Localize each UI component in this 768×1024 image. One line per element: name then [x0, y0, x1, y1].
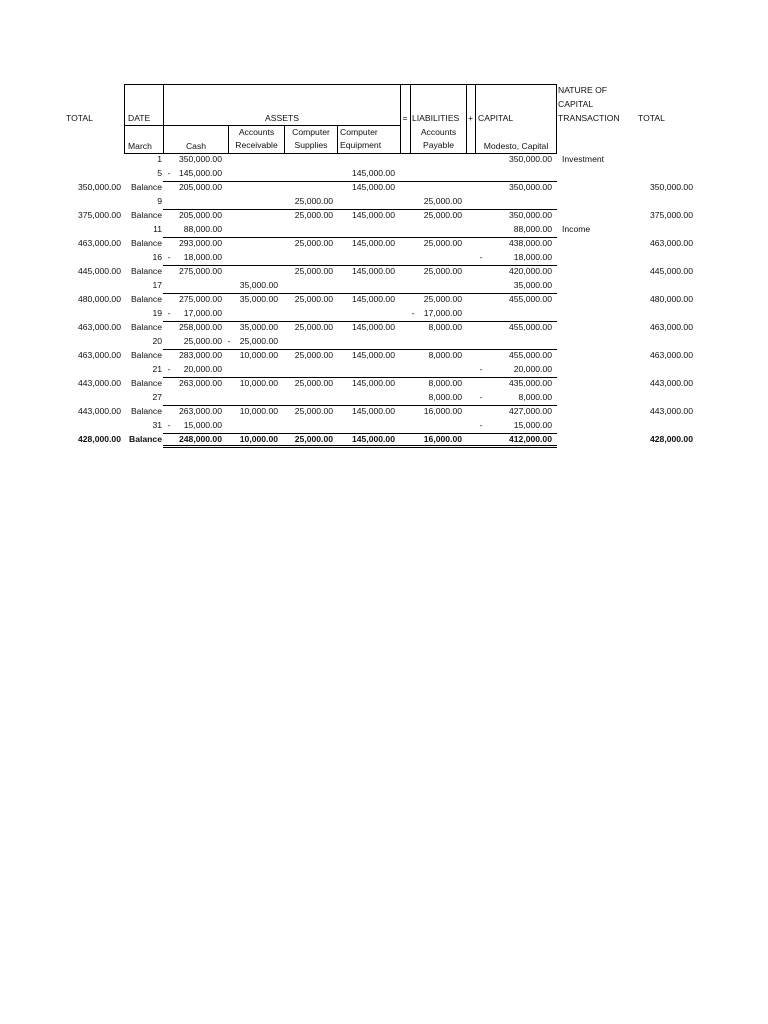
row-date: 9	[157, 196, 162, 206]
ar-amount: 10,000.00	[239, 434, 278, 444]
supplies-amount: 25,000.00	[294, 434, 333, 444]
total-left-header: TOTAL	[66, 113, 93, 123]
row-total-right: 350,000.00	[649, 182, 693, 192]
ap-amount: 25,000.00	[423, 210, 462, 220]
cash-sign: -	[167, 364, 171, 374]
header-divider	[556, 84, 557, 154]
plus-sign: +	[467, 113, 474, 123]
row-date: 31	[152, 420, 162, 430]
capital-amount: 427,000.00	[508, 406, 552, 416]
cash-amount: 17,000.00	[183, 308, 222, 318]
row-total: 443,000.00	[77, 406, 121, 416]
supplies-amount: 25,000.00	[294, 196, 333, 206]
cash-amount: 350,000.00	[178, 154, 222, 164]
nature-text: Income	[562, 224, 591, 234]
capital-amount: 15,000.00	[513, 420, 552, 430]
header-subrow-border	[124, 125, 400, 126]
cash-amount: 18,000.00	[183, 252, 222, 262]
supplies-amount: 25,000.00	[294, 210, 333, 220]
row-date: Balance	[130, 350, 162, 360]
row-total: 463,000.00	[77, 350, 121, 360]
ar-amount: 10,000.00	[239, 406, 278, 416]
ce-header-line2: Equipment	[340, 140, 382, 150]
cash-sign: -	[167, 168, 171, 178]
row-date: 19	[152, 308, 162, 318]
equipment-amount: 145,000.00	[351, 378, 395, 388]
header-top-border	[124, 84, 557, 85]
header-divider	[337, 125, 338, 154]
cash-sign: -	[167, 252, 171, 262]
capital-amount: 455,000.00	[508, 294, 552, 304]
row-date: Balance	[130, 182, 162, 192]
row-total-right: 443,000.00	[649, 378, 693, 388]
ar-amount: 35,000.00	[239, 280, 278, 290]
capital-amount: 455,000.00	[508, 322, 552, 332]
row-date: 11	[153, 224, 162, 234]
row-total-right: 375,000.00	[649, 210, 693, 220]
capital-amount: 350,000.00	[508, 154, 552, 164]
equals-sign: =	[402, 113, 408, 123]
capital-amount: 455,000.00	[508, 350, 552, 360]
nature-header-line2: CAPITAL	[558, 99, 594, 109]
equipment-amount: 145,000.00	[351, 350, 395, 360]
cash-amount: 263,000.00	[178, 406, 222, 416]
equipment-amount: 145,000.00	[351, 294, 395, 304]
supplies-amount: 25,000.00	[294, 406, 333, 416]
row-total: 428,000.00	[77, 434, 121, 444]
ap-amount: 8,000.00	[428, 392, 462, 402]
capital-amount: 350,000.00	[508, 210, 552, 220]
cash-sign: -	[167, 308, 171, 318]
ap-amount: 25,000.00	[423, 238, 462, 248]
row-total: 463,000.00	[77, 238, 121, 248]
cash-amount: 248,000.00	[178, 434, 222, 444]
capital-amount: 420,000.00	[508, 266, 552, 276]
cash-amount: 20,000.00	[183, 364, 222, 374]
ar-amount: 10,000.00	[239, 378, 278, 388]
ar-amount: 35,000.00	[239, 322, 278, 332]
ar-header-line1: Accounts	[238, 127, 275, 137]
row-total: 445,000.00	[77, 266, 121, 276]
nature-header-line3: TRANSACTION	[558, 113, 620, 123]
capital-amount: 88,000.00	[513, 224, 552, 234]
row-total: 375,000.00	[77, 210, 121, 220]
row-date: 5	[157, 168, 162, 178]
date-header: DATE	[128, 113, 151, 123]
row-total: 480,000.00	[77, 294, 121, 304]
capital-header: CAPITAL	[478, 113, 514, 123]
row-date: Balance	[130, 294, 162, 304]
row-date: 21	[152, 364, 162, 374]
equipment-amount: 145,000.00	[351, 210, 395, 220]
row-date: 27	[152, 392, 162, 402]
row-total: 463,000.00	[77, 322, 121, 332]
ar-amount: 10,000.00	[239, 350, 278, 360]
owner-capital-header: Modesto, Capital	[483, 141, 549, 151]
header-divider	[124, 84, 125, 154]
ce-header-line1: Computer	[340, 127, 378, 137]
ap-sign: -	[411, 308, 415, 318]
ap-amount: 25,000.00	[423, 196, 462, 206]
row-total-right: 463,000.00	[649, 322, 693, 332]
row-total-right: 463,000.00	[649, 350, 693, 360]
month-label: March	[128, 141, 152, 151]
equipment-amount: 145,000.00	[351, 266, 395, 276]
nature-header-line1: NATURE OF	[558, 85, 608, 95]
subtotal-rule	[163, 433, 557, 434]
supplies-amount: 25,000.00	[294, 378, 333, 388]
equipment-amount: 145,000.00	[351, 238, 395, 248]
cs-header-line2: Supplies	[294, 140, 328, 150]
cash-amount: 25,000.00	[183, 336, 222, 346]
row-date: Balance	[130, 406, 162, 416]
ap-amount: 8,000.00	[428, 350, 462, 360]
ar-sign: -	[227, 336, 231, 346]
equipment-amount: 145,000.00	[351, 434, 395, 444]
ap-header-line1: Accounts	[420, 127, 457, 137]
cash-amount: 258,000.00	[178, 322, 222, 332]
ap-amount: 25,000.00	[423, 266, 462, 276]
equipment-amount: 145,000.00	[351, 406, 395, 416]
cash-amount: 15,000.00	[183, 420, 222, 430]
supplies-amount: 25,000.00	[294, 350, 333, 360]
capital-amount: 435,000.00	[508, 378, 552, 388]
row-total: 350,000.00	[77, 182, 121, 192]
row-date: Balance	[130, 322, 162, 332]
cash-amount: 275,000.00	[178, 266, 222, 276]
row-date: 20	[152, 336, 162, 346]
capital-sign: -	[479, 252, 483, 262]
row-date: Balance	[129, 434, 162, 444]
cs-header-line1: Computer	[292, 127, 330, 137]
cash-amount: 205,000.00	[178, 182, 222, 192]
row-total-right: 480,000.00	[649, 294, 693, 304]
equipment-amount: 145,000.00	[351, 182, 395, 192]
capital-amount: 35,000.00	[513, 280, 552, 290]
double-underline-2	[163, 447, 557, 448]
liabilities-header: LIABILITIES	[412, 113, 460, 123]
equipment-amount: 145,000.00	[351, 322, 395, 332]
row-total-right: 443,000.00	[649, 406, 693, 416]
capital-amount: 18,000.00	[513, 252, 552, 262]
ap-amount: 8,000.00	[428, 322, 462, 332]
cash-amount: 293,000.00	[178, 238, 222, 248]
ap-amount: 16,000.00	[423, 434, 462, 444]
double-underline-1	[163, 445, 557, 446]
supplies-amount: 25,000.00	[294, 294, 333, 304]
ar-header-line2: Receivable	[235, 140, 278, 150]
ap-amount: 17,000.00	[423, 308, 462, 318]
row-date: Balance	[130, 266, 162, 276]
row-total-right: 428,000.00	[649, 434, 693, 444]
ap-amount: 8,000.00	[428, 378, 462, 388]
capital-sign: -	[479, 392, 483, 402]
cash-amount: 283,000.00	[178, 350, 222, 360]
supplies-amount: 25,000.00	[294, 238, 333, 248]
nature-text: Investment	[562, 154, 605, 164]
supplies-amount: 25,000.00	[294, 322, 333, 332]
capital-amount: 438,000.00	[508, 238, 552, 248]
cash-sign: -	[167, 420, 171, 430]
cash-amount: 88,000.00	[183, 224, 222, 234]
cash-amount: 205,000.00	[178, 210, 222, 220]
ap-amount: 25,000.00	[423, 294, 462, 304]
row-total: 443,000.00	[77, 378, 121, 388]
equipment-amount: 145,000.00	[351, 168, 395, 178]
cash-header: Cash	[185, 141, 207, 151]
supplies-amount: 25,000.00	[294, 266, 333, 276]
total-right-header: TOTAL	[638, 113, 665, 123]
ar-amount: 25,000.00	[239, 336, 278, 346]
row-date: 17	[152, 280, 162, 290]
ar-amount: 35,000.00	[239, 294, 278, 304]
row-date: 1	[157, 154, 162, 164]
row-total-right: 445,000.00	[649, 266, 693, 276]
cash-amount: 145,000.00	[178, 168, 222, 178]
capital-sign: -	[479, 420, 483, 430]
cash-amount: 263,000.00	[178, 378, 222, 388]
row-date: 16	[152, 252, 162, 262]
capital-amount: 20,000.00	[513, 364, 552, 374]
capital-sign: -	[479, 364, 483, 374]
row-date: Balance	[130, 238, 162, 248]
assets-header: ASSETS	[265, 113, 299, 123]
capital-amount: 8,000.00	[518, 392, 552, 402]
row-date: Balance	[130, 210, 162, 220]
row-date: Balance	[130, 378, 162, 388]
capital-amount: 350,000.00	[508, 182, 552, 192]
ap-header-line2: Payable	[422, 140, 455, 150]
capital-amount: 412,000.00	[508, 434, 552, 444]
cash-amount: 275,000.00	[178, 294, 222, 304]
ap-amount: 16,000.00	[423, 406, 462, 416]
row-total-right: 463,000.00	[649, 238, 693, 248]
